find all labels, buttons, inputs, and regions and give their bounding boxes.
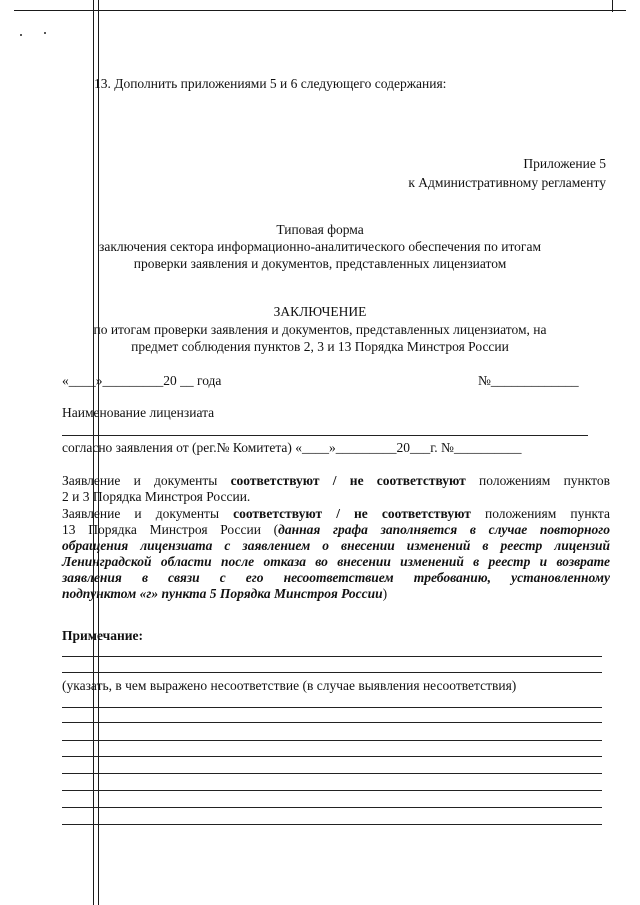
note-line	[62, 824, 602, 825]
conclusion-subtitle-line2: предмет соблюдения пунктов 2, 3 и 13 Порядка Минстроя России	[131, 339, 509, 354]
scan-speck	[44, 32, 46, 34]
statement-2-prefix: Заявление и документы	[62, 506, 234, 521]
statement-1-suffix: положениям пунктов	[465, 473, 611, 488]
form-subtitle-line2: проверки заявления и документов, представленных лицензиатом	[133, 256, 507, 271]
statement-2-line3: обращения лицензиата с заявлением о внесении изменений в реестр лицензий	[62, 538, 610, 553]
statement-2-line4: Ленинградской области после отказа во внесении изменений в реестр и возврате	[62, 554, 610, 569]
statement-1-separator: /	[319, 473, 350, 488]
statement-2-not-conforms: не соответствуют	[354, 506, 471, 521]
statement-2-line2-plain: 13 Порядка Минстроя России (	[62, 522, 279, 537]
note-line	[62, 790, 602, 791]
item-13: 13. Дополнить приложениями 5 и 6 следующего содержания:	[94, 76, 447, 91]
number-field: №_____________	[478, 373, 579, 388]
note-hint: (указать, в чем выражено несоответствие (в случае выявления несоответствия)	[62, 678, 517, 693]
date-field: «____»_________20 __ года	[62, 373, 222, 388]
statement-2	[62, 506, 610, 602]
scan-speck	[20, 34, 22, 36]
statement-2-line5: заявления в связи с его несоответствием требованию, установленному	[62, 570, 610, 585]
note-line	[62, 740, 602, 741]
scan-right-edge	[612, 0, 613, 12]
note-line	[62, 722, 602, 723]
statement-2-line6-plain: )	[382, 586, 388, 601]
note-line	[62, 773, 602, 774]
form-title: Типовая форма	[276, 222, 364, 237]
statement-1-not-conforms: не соответствуют	[349, 473, 466, 488]
note-label: Примечание:	[62, 628, 144, 643]
conclusion-title: ЗАКЛЮЧЕНИЕ	[273, 304, 367, 319]
note-line	[62, 807, 602, 808]
licensee-name-line	[62, 435, 588, 436]
note-line	[62, 707, 602, 708]
statement-1	[62, 473, 610, 505]
note-line	[62, 672, 602, 673]
scan-top-edge	[14, 10, 626, 11]
statement-2-separator: /	[322, 506, 355, 521]
form-subtitle-line1: заключения сектора информационно-аналитического обеспечения по итогам	[99, 239, 541, 254]
licensee-label: Наименование лицензиата	[62, 405, 215, 420]
statement-2-conforms: соответствуют	[233, 506, 323, 521]
statement-1-conforms: соответствуют	[230, 473, 320, 488]
statement-2-line6-italic: подпунктом «г» пункта 5 Порядка Минстроя России	[62, 586, 383, 601]
note-line	[62, 656, 602, 657]
statement-1-prefix: Заявление и документы	[62, 473, 231, 488]
application-line: согласно заявления от (рег.№ Комитета) «____»_________20___г. №__________	[62, 440, 522, 455]
conclusion-subtitle-line1: по итогам проверки заявления и документов, представленных лицензиатом, на	[93, 322, 547, 337]
note-line	[62, 756, 602, 757]
statement-2-line2-italic: данная графа заполняется в случае повторного	[278, 522, 610, 537]
appendix-number: Приложение 5	[523, 156, 606, 171]
appendix-reference: к Административному регламенту	[408, 175, 606, 190]
statement-1-line2: 2 и 3 Порядка Минстроя России.	[62, 489, 251, 504]
statement-2-suffix: положениям пункта	[470, 506, 610, 521]
